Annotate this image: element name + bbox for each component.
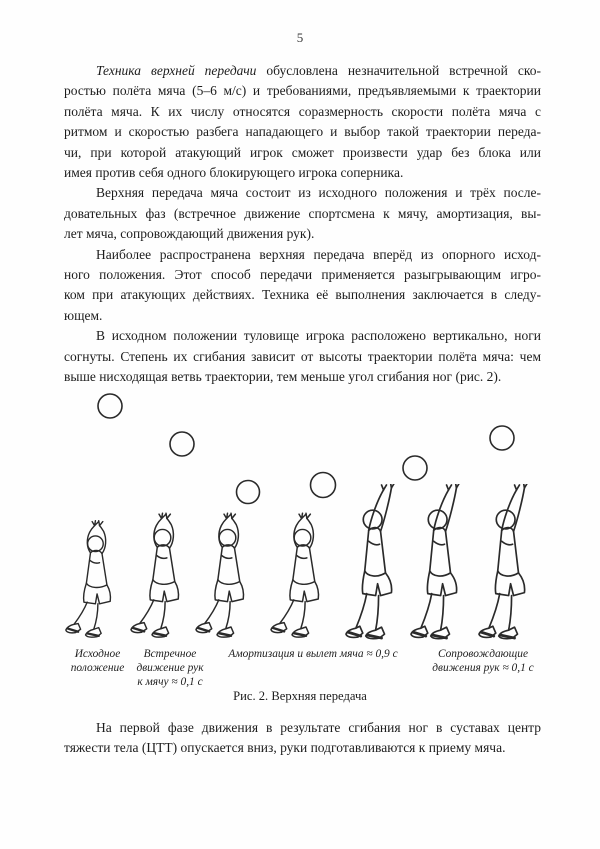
caption-line: движение рук	[136, 661, 204, 674]
figure-caption	[420, 648, 546, 676]
text-segment: ного положения. Этот способ передачи применяется разыгрывающим игро-	[64, 267, 541, 283]
body-text-upper	[64, 61, 541, 388]
figure-title: Рис. 2. Верхняя передача	[233, 689, 367, 703]
text-segment: довательных фаз (встречное движение спортсмена к мячу, амортизация, вы-	[64, 205, 541, 221]
caption-line: движения рук ≈ 0,1 с	[432, 661, 534, 674]
text-line	[64, 245, 541, 265]
text-line	[64, 81, 541, 101]
text-line	[64, 204, 541, 224]
caption-line: положение	[70, 661, 125, 674]
figure-caption	[220, 648, 406, 662]
text-line	[64, 326, 541, 346]
text-segment: ростью полёта мяча (5–6 м/с) и требованиями, предъявляемыми к траектории	[64, 83, 541, 99]
body-text-lower	[64, 718, 541, 759]
caption-line: Амортизация и вылет мяча ≈ 0,9 с	[228, 648, 398, 660]
text-segment: ком при атакующих действиях. Техника её выполнения заключается в следу-	[64, 287, 541, 303]
text-segment: полёта мяча. К их числу относятся соразмерность скорости полёта мяча с	[64, 103, 541, 119]
paragraph	[64, 326, 541, 387]
text-line	[64, 265, 541, 285]
caption-line: Встречное	[143, 648, 197, 660]
text-line	[64, 347, 541, 367]
text-segment: Верхняя передача мяча состоит из исходного положения и трёх после-	[96, 185, 541, 201]
paragraph	[64, 718, 541, 759]
text-line	[64, 285, 541, 305]
text-line	[64, 163, 541, 183]
text-line	[64, 718, 541, 738]
caption-line: к мячу ≈ 0,1 с	[137, 675, 203, 688]
text-line	[64, 61, 541, 81]
caption-line: Исходное	[74, 648, 121, 660]
text-segment: ритмом и скоростью разбега нападающего и выбор такой траектории переда-	[64, 124, 541, 140]
paragraph	[64, 61, 541, 183]
text-line	[64, 122, 541, 142]
paragraph	[64, 183, 541, 244]
text-line	[64, 367, 541, 387]
text-segment: ющем.	[64, 307, 103, 323]
text-segment: чи, при которой атакующий игрок сможет произвести удар без блока или	[64, 144, 541, 160]
text-line	[64, 306, 541, 326]
italic-text: Техника верхней передачи	[96, 63, 257, 78]
text-segment: имея против себя одного блокирующего игрока соперника.	[64, 165, 404, 181]
text-line	[64, 738, 541, 758]
text-segment: Наиболее распространена верхняя передача вперёд из опорного исход-	[96, 246, 541, 262]
text-segment: выше нисходящая ветвь траектории, тем меньше угол сгибания ног (рис. 2).	[64, 369, 502, 385]
text-line	[64, 183, 541, 203]
text-segment: лет мяча, сопровождающий движения рук).	[64, 226, 315, 242]
text-segment: обусловлена незначительной встречной ско-	[256, 63, 541, 78]
figure-captions	[0, 390, 600, 730]
text-segment: В исходном положении туловище игрока расположено вертикально, ноги	[96, 328, 541, 344]
page-number: 5	[296, 30, 304, 45]
text-line	[64, 224, 541, 244]
text-segment: согнуты. Степень их сгибания зависит от высоты траектории полёта мяча: чем	[64, 348, 541, 364]
text-segment: тяжести тела (ЦТТ) опускается вниз, руки подготавливаются к приему мяча.	[64, 740, 506, 756]
figure-caption	[118, 648, 222, 689]
paragraph	[64, 245, 541, 327]
text-line	[64, 102, 541, 122]
text-line	[64, 143, 541, 163]
text-segment: На первой фазе движения в результате сгибания ног в суставах центр	[96, 720, 541, 735]
figure-2	[0, 390, 600, 730]
caption-line: Сопровождающие	[437, 648, 529, 660]
